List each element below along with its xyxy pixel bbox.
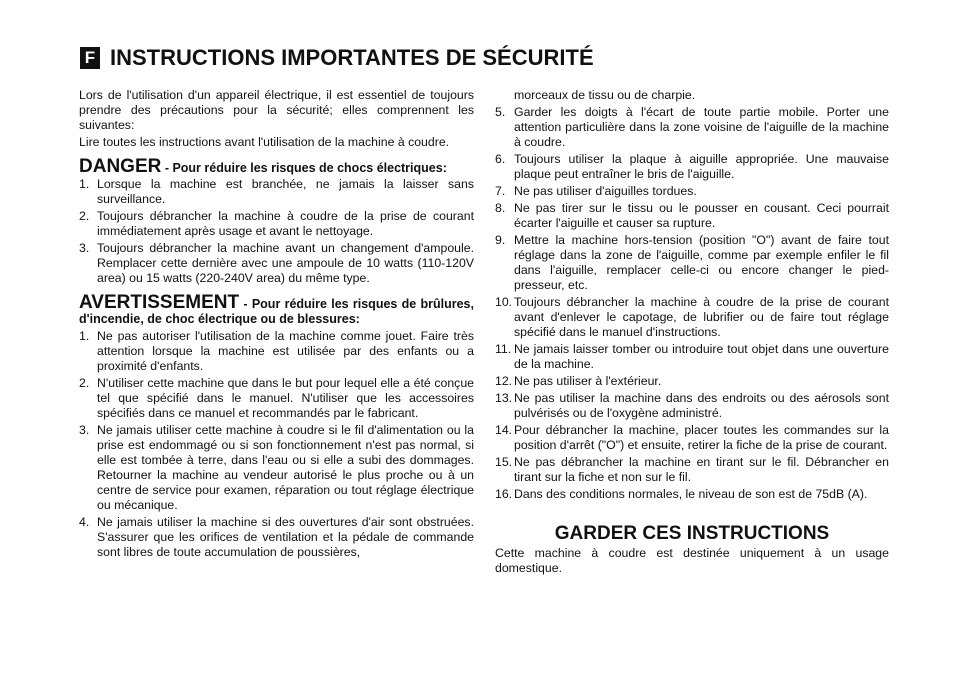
list-item <box>495 342 889 372</box>
title-row <box>80 44 594 72</box>
list-item <box>495 105 889 150</box>
intro-paragraph: Lors de l'utilisation d'un appareil électrique, il est essentiel de toujours prendre des précautions pour la sécurité; elles comprennent les suivantes: <box>79 88 474 132</box>
list-item <box>495 391 889 421</box>
danger-list <box>79 177 474 286</box>
item-text: Toujours débrancher la machine à coudre de la prise de courant immédiatement après usage et avant le nettoyage. <box>97 209 474 238</box>
item-text: Ne pas utiliser à l'extérieur. <box>514 374 662 388</box>
right-column <box>495 88 889 576</box>
item-text: Ne jamais utiliser cette machine à coudre si le fil d'alimentation ou la prise est endommagé ou si son fonctionnement n'est pas normal, si elle est tombée à terre, dans l'eau ou si elle a subi des dommages. Retourner la machine au vendeur autorisé le plus proche ou à un centre de service pour examen, réparation ou tout réglage électrique ou mécanique. <box>97 423 474 512</box>
continued-list <box>495 105 889 502</box>
avertissement-heading <box>79 292 474 327</box>
item-text: Ne pas utiliser d'aiguilles tordues. <box>514 184 697 198</box>
item-number: 1. <box>79 329 90 343</box>
item-number: 9. <box>495 233 506 247</box>
item-number: 2. <box>79 209 90 223</box>
item-4-continuation: morceaux de tissu ou de charpie. <box>514 88 696 102</box>
list-item <box>79 241 474 286</box>
item-number: 8. <box>495 201 506 215</box>
list-item <box>495 423 889 453</box>
item-number: 13. <box>495 391 513 405</box>
item-number: 11. <box>495 342 512 356</box>
list-item <box>79 376 474 421</box>
left-column <box>79 88 474 562</box>
list-item <box>495 487 889 502</box>
item-text: Ne jamais laisser tomber ou introduire tout objet dans une ouverture de la machine. <box>514 342 889 371</box>
garder-heading: GARDER CES INSTRUCTIONS <box>554 523 830 544</box>
danger-title: DANGER <box>79 156 162 177</box>
danger-subtitle: - Pour réduire les risques de chocs électriques: <box>161 161 447 175</box>
item-text: Mettre la machine hors-tension (position "O") avant de faire tout réglage dans la zone de l'aiguille, comme par exemple enfiler le fil dans l'aiguille, remplacer celle-ci ou encore changer le pied-presseur, etc. <box>514 233 889 292</box>
list-item <box>79 423 474 513</box>
item-text: Toujours utiliser la plaque à aiguille appropriée. Une mauvaise plaque peut entraîner le bris de l'aiguille. <box>514 152 889 181</box>
language-badge: F <box>80 47 100 69</box>
avertissement-title: AVERTISSEMENT <box>79 292 240 313</box>
list-item <box>495 295 889 340</box>
item-number: 7. <box>495 184 506 198</box>
list-item <box>79 209 474 239</box>
avertissement-subtitle: - Pour réduire les risques de brûlures, d'incendie, de choc électrique ou de blessures: <box>79 297 474 326</box>
item-number: 2. <box>79 376 90 390</box>
garder-text: Cette machine à coudre est destinée uniquement à un usage domestique. <box>495 546 889 575</box>
item-number: 14. <box>495 423 513 437</box>
list-item <box>495 233 889 293</box>
item-text: Pour débrancher la machine, placer toutes les commandes sur la position d'arrêt ("O") et ensuite, retirer la fiche de la prise de courant. <box>514 423 889 452</box>
item-text: Ne jamais utiliser la machine si des ouvertures d'air sont obstruées. S'assurer que les orifices de ventilation et la pédale de commande sont libres de toute accumulation de poussières, <box>97 515 474 559</box>
list-item <box>79 329 474 374</box>
item-text: Toujours débrancher la machine à coudre de la prise de courant avant d'enlever le capotage, de lubrifier ou de faire tout réglage spécifié dans le manuel d'instructions. <box>514 295 889 339</box>
item-text: Garder les doigts à l'écart de toute partie mobile. Porter une attention particulière dans la zone voisine de l'aiguille de la machine à coudre. <box>514 105 889 149</box>
page-title: INSTRUCTIONS IMPORTANTES DE SÉCURITÉ <box>110 45 594 70</box>
item-text: Toujours débrancher la machine avant un changement d'ampoule. Remplacer cette dernière avec une ampoule de 10 watts (110-120V area) ou 15 watts (220-240V area) du même type. <box>97 241 474 285</box>
intro-read-instructions: Lire toutes les instructions avant l'utilisation de la machine à coudre. <box>79 135 450 149</box>
list-item <box>495 374 889 389</box>
item-number: 3. <box>79 241 90 255</box>
danger-heading <box>79 156 474 177</box>
list-item <box>495 201 889 231</box>
item-text: Ne pas autoriser l'utilisation de la machine comme jouet. Faire très attention lorsque la machine est utilisée par des enfants ou a proximité d'enfants. <box>97 329 474 373</box>
list-item <box>495 152 889 182</box>
item-text: Dans des conditions normales, le niveau de son est de 75dB (A). <box>514 487 868 501</box>
avertissement-list <box>79 329 474 560</box>
item-number: 10. <box>495 295 513 309</box>
item-text: Ne pas utiliser la machine dans des endroits ou des aérosols sont pulvérisés ou de l'oxygène administré. <box>514 391 889 420</box>
item-number: 15. <box>495 455 513 469</box>
item-number: 6. <box>495 152 506 166</box>
item-number: 16. <box>495 487 513 501</box>
intro-section <box>79 88 474 150</box>
list-item <box>79 177 474 207</box>
item-text: Lorsque la machine est branchée, ne jamais la laisser sans surveillance. <box>97 177 474 206</box>
item-text: Ne pas tirer sur le tissu ou le pousser en cousant. Ceci pourrait écarter l'aiguille et causer sa rupture. <box>514 201 889 230</box>
item-number: 4. <box>79 515 90 529</box>
item-number: 3. <box>79 423 90 437</box>
item-text: Ne pas débrancher la machine en tirant sur le fil. Débrancher en tirant sur la fiche et non sur le fil. <box>514 455 889 484</box>
item-text: N'utiliser cette machine que dans le but pour lequel elle a été conçue tel que spécifié dans le manuel. N'utiliser que les accessoires spécifiés dans ce manuel et recommandés par le fabricant. <box>97 376 474 420</box>
list-item <box>495 184 889 199</box>
item-number: 12. <box>495 374 513 388</box>
item-number: 1. <box>79 177 90 191</box>
list-item <box>495 455 889 485</box>
item-number: 5. <box>495 105 506 119</box>
list-item <box>79 515 474 560</box>
